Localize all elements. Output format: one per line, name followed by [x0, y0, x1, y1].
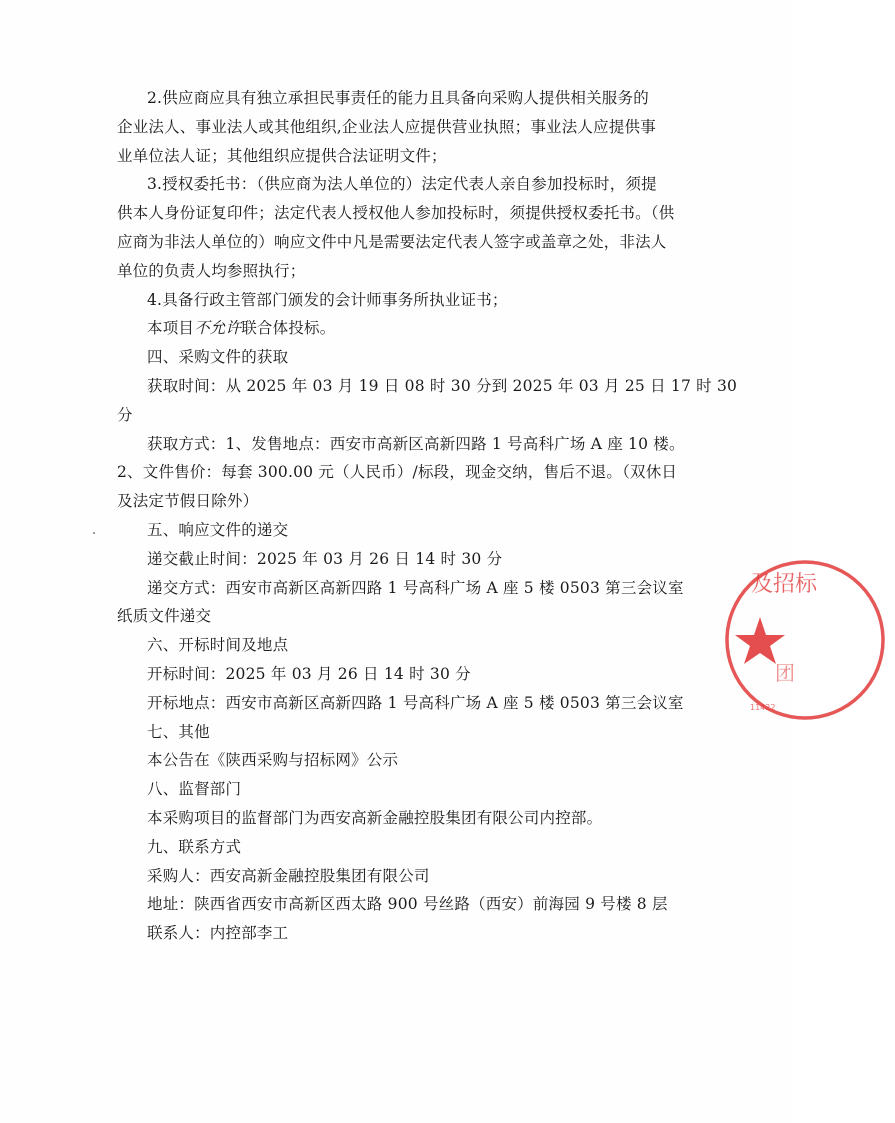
text-line: 联系人：内控部李工	[147, 924, 289, 943]
margin-dot	[93, 532, 95, 534]
text-line: 六、开标时间及地点	[147, 636, 289, 655]
text-line: 八、监督部门	[147, 780, 242, 799]
document-body	[117, 84, 738, 948]
text-line: 3.授权委托书：（供应商为法人单位的）法定代表人亲自参加投标时，须提	[147, 175, 657, 194]
text-segment: 本项目	[147, 319, 195, 338]
company-seal-stamp	[715, 555, 818, 725]
text-line: 单位的负责人均参照执行；	[117, 261, 306, 280]
text-line: 分	[117, 405, 133, 424]
svg-text:团: 团	[775, 661, 795, 685]
text-line: 应商为非法人单位的）响应文件中凡是需要法定代表人签字或盖章之处，非法人	[117, 232, 667, 251]
text-line: 递交方式：西安市高新区高新四路 1 号高科广场 A 座 5 楼 0503 第三会议室	[147, 578, 684, 597]
text-line: 4.具备行政主管部门颁发的会计师事务所执业证书；	[147, 290, 508, 309]
text-line: 获取时间：从 2025 年 03 月 19 日 08 时 30 分到 2025 年 03 月 25 日 17 时 30	[147, 376, 738, 395]
text-line: 开标时间：2025 年 03 月 26 日 14 时 30 分	[147, 664, 471, 683]
text-line: 九、联系方式	[147, 837, 242, 856]
text-line: 采购人：西安高新金融控股集团有限公司	[147, 866, 430, 885]
text-line: 及法定节假日除外）	[117, 492, 259, 511]
text-line: 本公告在《陕西采购与招标网》公示	[147, 751, 399, 770]
text-line: 2、文件售价：每套 300.00 元（人民币）/标段，现金交纳，售后不退。（双休日	[117, 463, 678, 482]
text-line: 2.供应商应具有独立承担民事责任的能力且具备向采购人提供相关服务的	[147, 89, 649, 107]
emphasized-text: 不允许	[194, 319, 242, 338]
text-line	[117, 314, 687, 343]
text-line: 本采购项目的监督部门为西安高新金融控股集团有限公司内控部。	[147, 808, 603, 827]
text-segment: 联合体投标。	[241, 319, 336, 338]
text-line: 业单位法人证；其他组织应提供合法证明文件；	[117, 146, 447, 165]
text-line: 企业法人、事业法人或其他组织,企业法人应提供营业执照；事业法人应提供事	[117, 117, 656, 136]
seal-bottom-text: 11422	[750, 703, 776, 712]
text-line: 五、响应文件的递交	[147, 520, 289, 539]
text-line: 四、采购文件的获取	[147, 348, 289, 367]
text-line: 七、其他	[147, 722, 210, 741]
text-line: 地址：陕西省西安市高新区西太路 900 号丝路（西安）前海园 9 号楼 8 层	[147, 895, 668, 914]
text-line: 开标地点：西安市高新区高新四路 1 号高科广场 A 座 5 楼 0503 第三会议室	[147, 693, 684, 712]
seal-top-text: 及招标	[751, 572, 818, 597]
text-line: 纸质文件递交	[117, 607, 212, 626]
text-line: 获取方式：1、发售地点：西安市高新区高新四路 1 号高科广场 A 座 10 楼。	[147, 434, 685, 453]
text-line: 供本人身份证复印件；法定代表人授权他人参加投标时，须提供授权委托书。（供	[117, 204, 675, 223]
text-line: 递交截止时间：2025 年 03 月 26 日 14 时 30 分	[147, 549, 503, 568]
